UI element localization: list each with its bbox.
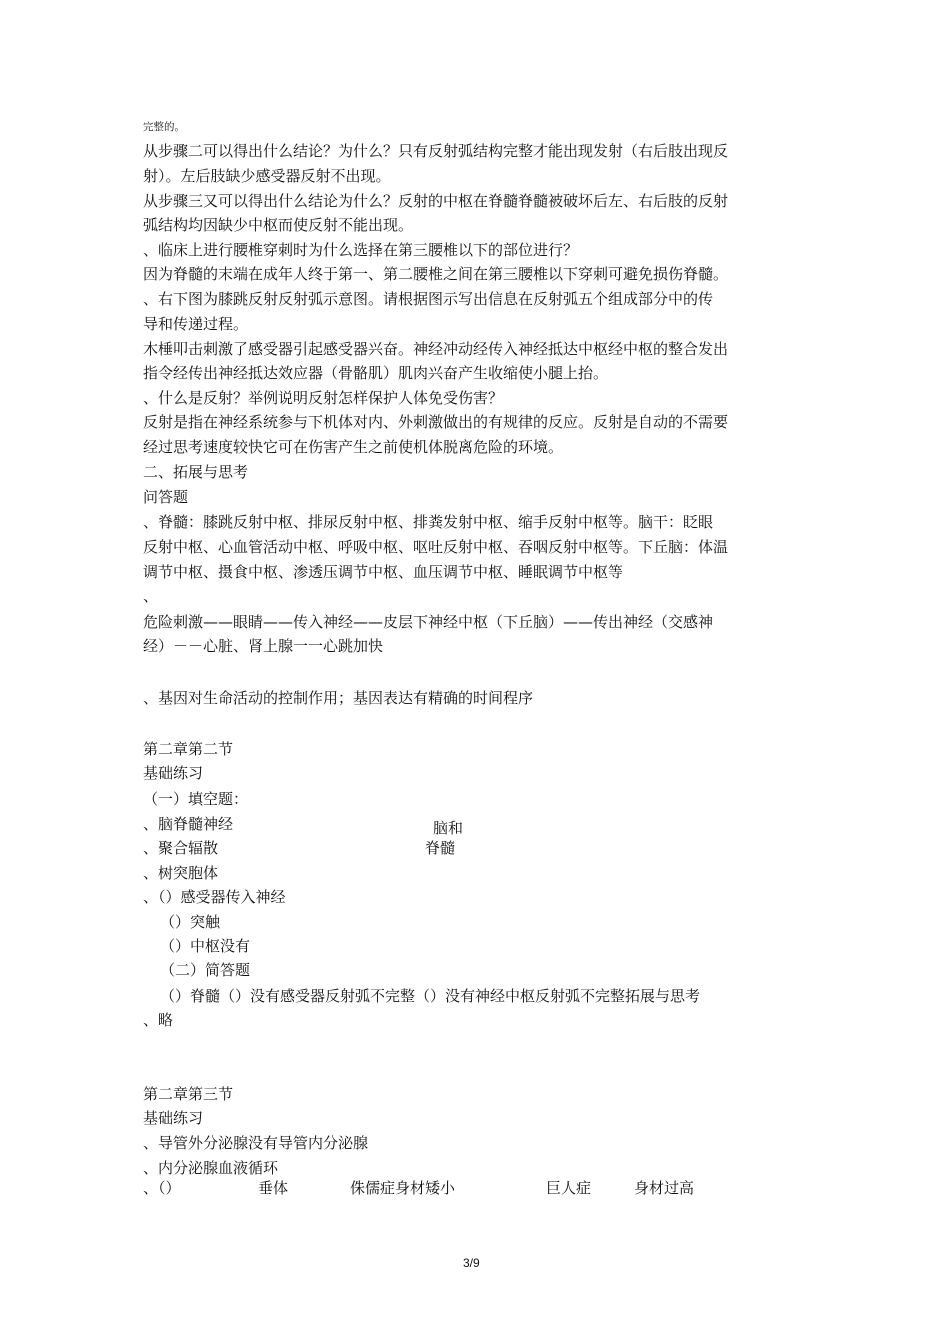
subsection-heading: 基础练习 [143, 1109, 204, 1127]
question-heading: 、临床上进行腰椎穿刺时为什么选择在第三腰椎以下的部位进行？ [143, 241, 579, 259]
subsection-heading: 基础练习 [143, 764, 204, 782]
text-line: （）脊髓（）没有感受器反射弧不完整（）没有神经中枢反射弧不完整拓展与思考 [160, 987, 701, 1005]
text-line: 侏儒症身材矮小 [350, 1179, 456, 1197]
text-line: 经）－－心脏、肾上腺一一心跳加快 [143, 637, 384, 655]
text-line: 、聚合辐散 [143, 839, 219, 857]
text-line: （一）填空题： [143, 790, 249, 808]
text-line: 、导管外分泌腺没有导管内分泌腺 [143, 1134, 369, 1152]
text-line: 、（） [143, 1179, 181, 1197]
text-line: 、略 [143, 1011, 174, 1029]
text-line: （）突触 [160, 913, 221, 931]
text-line: 因为脊髓的末端在成年人终于第一、第二腰椎之间在第三腰椎以下穿刺可避免损伤脊髓。 [143, 265, 729, 283]
text-line: 脑和 [433, 819, 464, 837]
chapter-heading: 第二章第三节 [143, 1085, 234, 1103]
text-line: 射）。左后肢缺少感受器反射不出现。 [143, 167, 391, 185]
question-heading: 、什么是反射？举例说明反射怎样保护人体免受伤害？ [143, 389, 504, 407]
text-line: 、内分泌腺血液循环 [143, 1159, 279, 1177]
text-line: 反射中枢、心血管活动中枢、呼吸中枢、呕吐反射中枢、吞咽反射中枢等。下丘脑：体温 [143, 538, 729, 556]
subsection-heading: 问答题 [143, 488, 189, 506]
text-line: 木棰叩击刺激了感受器引起感受器兴奋。神经冲动经传入神经抵达中枢经中枢的整合发出 [143, 340, 729, 358]
question-heading: 、右下图为膝跳反射反射弧示意图。请根据图示写出信息在反射弧五个组成部分中的传 [143, 290, 714, 308]
text-line: （）中枢没有 [160, 937, 251, 955]
text-line: 弧结构均因缺少中枢而使反射不能出现。 [143, 216, 414, 234]
text-line: 经过思考速度较快它可在伤害产生之前使机体脱离危险的环境。 [143, 438, 564, 456]
text-line: 垂体 [258, 1179, 289, 1197]
text-line: 从步骤三又可以得出什么结论为什么？反射的中枢在脊髓脊髓被破坏后左、右后肢的反射 [143, 192, 729, 210]
text-line: 、 [143, 587, 159, 605]
text-line: 身材过高 [634, 1179, 695, 1197]
text-line: 调节中枢、摄食中枢、渗透压调节中枢、血压调节中枢、睡眠调节中枢等 [143, 563, 624, 581]
text-line: 、基因对生命活动的控制作用；基因表达有精确的时间程序 [143, 689, 534, 707]
page-number: 3/9 [463, 1256, 480, 1270]
text-line: 、树突胞体 [143, 864, 219, 882]
text-line: 、脊髓：膝跳反射中枢、排尿反射中枢、排粪发射中枢、缩手反射中枢等。脑干：眨眼 [143, 513, 714, 531]
text-line: 从步骤二可以得出什么结论？为什么？只有反射弧结构完整才能出现发射（右后肢出现反 [143, 142, 729, 160]
text-line: 巨人症 [546, 1179, 592, 1197]
chapter-heading: 第二章第二节 [143, 740, 234, 758]
section-heading: 二、拓展与思考 [143, 463, 249, 481]
text-line: 完整的。 [143, 121, 185, 133]
text-line: 导和传递过程。 [143, 315, 249, 333]
text-line: 反射是指在神经系统参与下机体对内、外刺激做出的有规律的反应。反射是自动的不需要 [143, 413, 729, 431]
text-line: 、（）感受器传入神经 [143, 888, 286, 906]
text-line: 脊髓 [425, 839, 456, 857]
text-line: 指令经传出神经抵达效应器（骨骼肌）肌肉兴奋产生收缩使小腿上抬。 [143, 364, 609, 382]
text-line: （二）简答题 [160, 961, 251, 979]
text-line: 危险刺激——眼睛——传入神经——皮层下神经中枢（下丘脑）——传出神经（交感神 [143, 613, 714, 631]
text-line: 、脑脊髓神经 [143, 815, 234, 833]
